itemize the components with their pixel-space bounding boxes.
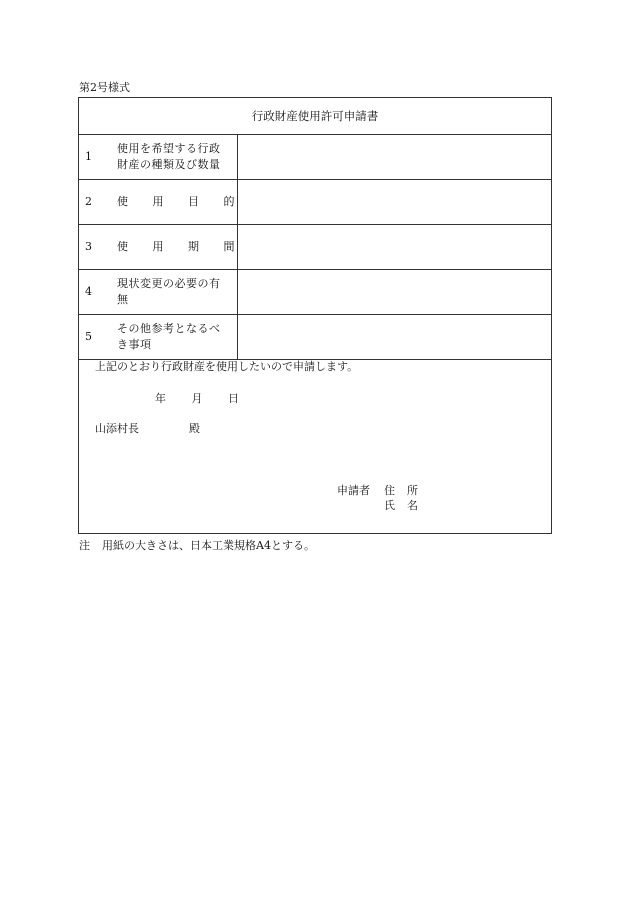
date-line <box>155 390 239 406</box>
declaration-section <box>79 358 551 534</box>
row-label <box>117 134 235 179</box>
row-number: 2 <box>85 195 92 208</box>
label-char: 目 <box>188 194 200 208</box>
label-line: その他参考となるべ <box>117 321 221 335</box>
label-line: 現状変更の必要の有 <box>117 276 221 290</box>
label-char: 使 <box>117 239 129 253</box>
property-type-quantity-field[interactable] <box>237 134 552 179</box>
purpose-field[interactable] <box>237 179 552 224</box>
name-char: 名 <box>407 499 418 512</box>
table-row <box>79 269 551 315</box>
honorific: 殿 <box>189 422 200 435</box>
row-label <box>117 179 235 224</box>
declaration-text: 上記のとおり行政財産を使用したいので申請します。 <box>95 360 359 373</box>
row-number: 4 <box>85 285 92 298</box>
alteration-field[interactable] <box>237 269 552 314</box>
period-field[interactable] <box>237 224 552 269</box>
label-char: 間 <box>223 239 235 253</box>
applicant-label: 申請者 <box>337 484 370 497</box>
label-char: 用 <box>152 239 164 253</box>
table-row <box>79 224 551 270</box>
row-label <box>117 224 235 269</box>
form-title: 行政財産使用許可申請書 <box>79 98 551 135</box>
other-notes-field[interactable] <box>237 314 552 359</box>
address-char: 住 <box>384 484 395 497</box>
date-month: 月 <box>191 392 203 405</box>
address-char: 所 <box>407 484 418 497</box>
row-number: 1 <box>85 150 92 163</box>
label-line: 使用を希望する行政 <box>117 141 221 155</box>
form-number: 第2号様式 <box>79 81 130 94</box>
date-day: 日 <box>228 392 239 405</box>
label-char: 用 <box>152 194 164 208</box>
row-label <box>117 314 235 359</box>
row-number: 3 <box>85 240 92 253</box>
addressee: 山添村長 <box>95 422 139 435</box>
row-number: 5 <box>85 330 92 343</box>
footnote <box>79 539 315 553</box>
label-char: 的 <box>223 194 235 208</box>
name-label <box>384 497 418 513</box>
table-row <box>79 179 551 225</box>
label-char: 期 <box>188 239 200 253</box>
label-line: き事項 <box>117 337 152 351</box>
note-prefix: 注 <box>79 539 90 552</box>
table-row <box>79 314 551 360</box>
application-form-table <box>78 97 552 534</box>
address-label <box>384 482 418 498</box>
name-char: 氏 <box>384 499 395 512</box>
label-line: 財産の種類及び数量 <box>117 157 221 171</box>
label-line: 無 <box>117 292 129 306</box>
table-row <box>79 134 551 180</box>
label-char: 使 <box>117 194 129 208</box>
row-label <box>117 269 235 314</box>
date-year: 年 <box>155 392 166 405</box>
note-text: 用紙の大きさは、日本工業規格A4とする。 <box>102 539 315 552</box>
